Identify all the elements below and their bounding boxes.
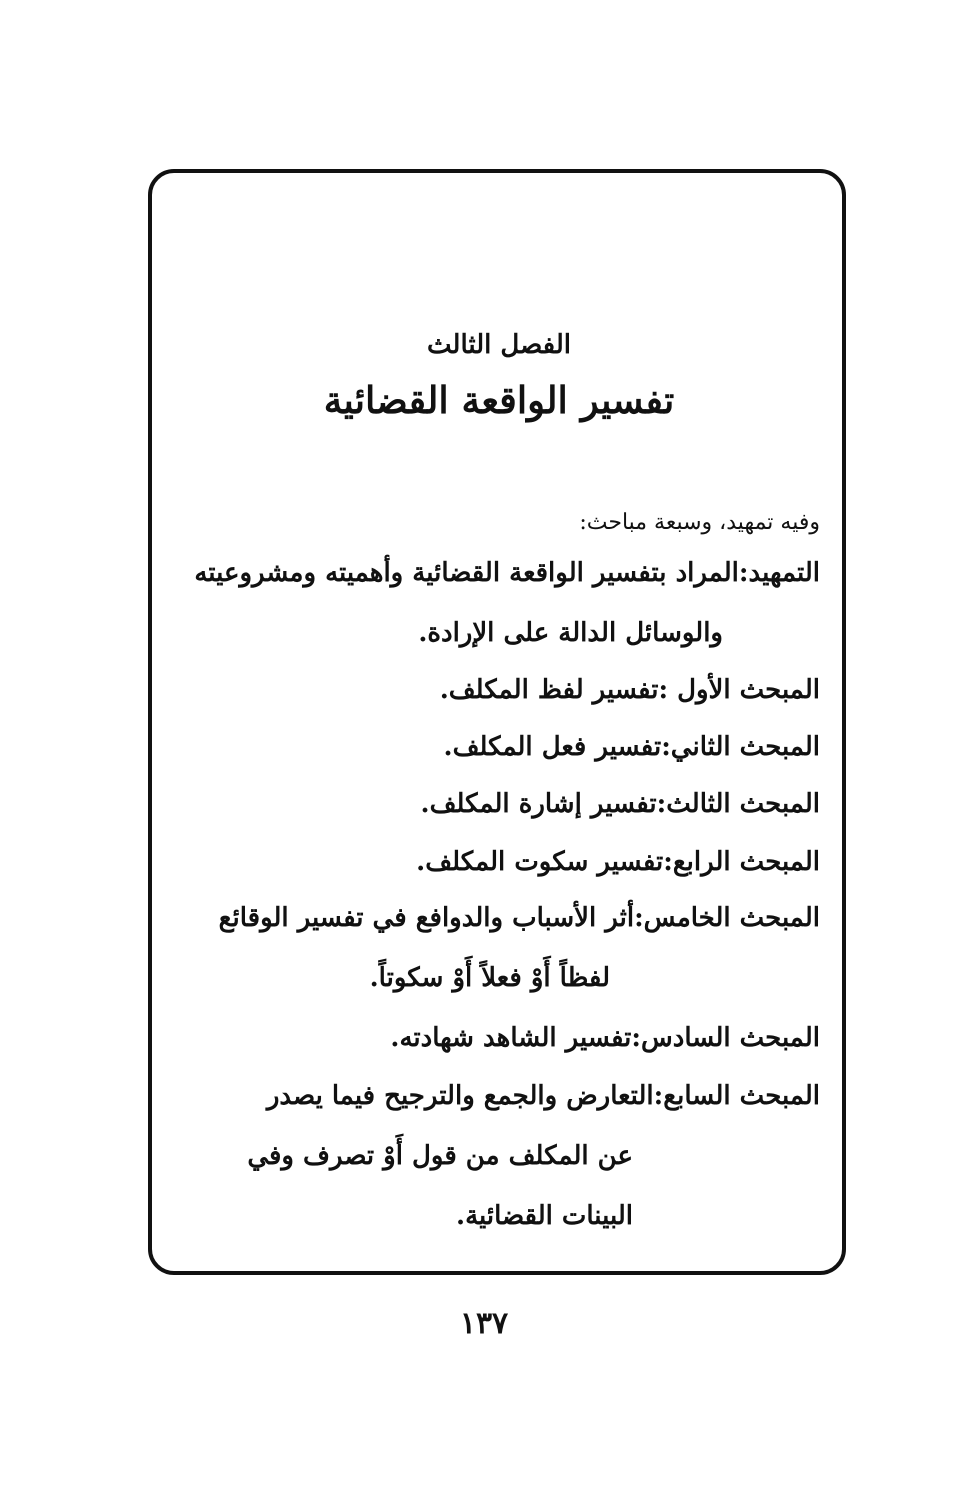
toc-entry-continuation: لفظاً أَوْ فعلاً أَوْ سكوتاً.: [369, 963, 610, 993]
toc-entry-heading: المبحث الأول :: [658, 675, 820, 705]
toc-entry-heading: التمهيد:: [738, 558, 820, 588]
toc-entry-introduction: [194, 553, 820, 593]
toc-entry-text: تفسير الشاهد شهادته.: [390, 1023, 632, 1053]
toc-entry-heading: المبحث الثاني:: [661, 732, 820, 762]
toc-entry-text: التعارض والجمع والترجيح فيما يصدر: [266, 1081, 654, 1111]
toc-entry-heading: المبحث السابع:: [653, 1081, 820, 1111]
toc-entry-section-5: [219, 898, 820, 938]
intro-text: وفيه تمهيد، وسبعة مباحث:: [579, 510, 820, 535]
toc-entry-heading: المبحث السادس:: [631, 1023, 820, 1053]
toc-entry-section-2: [444, 727, 820, 767]
toc-entry-section-1: [440, 670, 820, 710]
toc-entry-text: أثر الأسباب والدوافع في تفسير الوقائع: [218, 903, 635, 933]
toc-entry-section-3: [421, 784, 820, 824]
toc-entry-heading: المبحث الرابع:: [663, 847, 820, 877]
toc-entry-heading: المبحث الخامس:: [634, 903, 820, 933]
toc-entry-section-6: [390, 1018, 820, 1058]
toc-entry-continuation: البينات القضائية.: [456, 1201, 633, 1231]
toc-entry-text: تفسير سكوت المكلف.: [416, 847, 664, 877]
toc-entry-text: تفسير فعل المكلف.: [443, 732, 662, 762]
chapter-label: الفصل الثالث: [427, 330, 571, 360]
toc-entry-continuation: عن المكلف من قول أَوْ تصرف وفي: [247, 1141, 633, 1171]
toc-entry-text: المراد بتفسير الواقعة القضائية وأهميته ومشروعيته: [194, 558, 739, 588]
toc-entry-text: تفسير إشارة المكلف.: [420, 789, 657, 819]
toc-entry-continuation: والوسائل الدالة على الإرادة.: [418, 618, 723, 648]
toc-entry-heading: المبحث الثالث:: [656, 789, 820, 819]
toc-entry-section-4: [416, 842, 820, 882]
page-number: ١٣٧: [459, 1306, 509, 1341]
toc-entry-section-7: [267, 1076, 820, 1116]
toc-entry-text: تفسير لفظ المكلف.: [439, 675, 659, 705]
chapter-title: تفسير الواقعة القضائية: [323, 378, 675, 422]
